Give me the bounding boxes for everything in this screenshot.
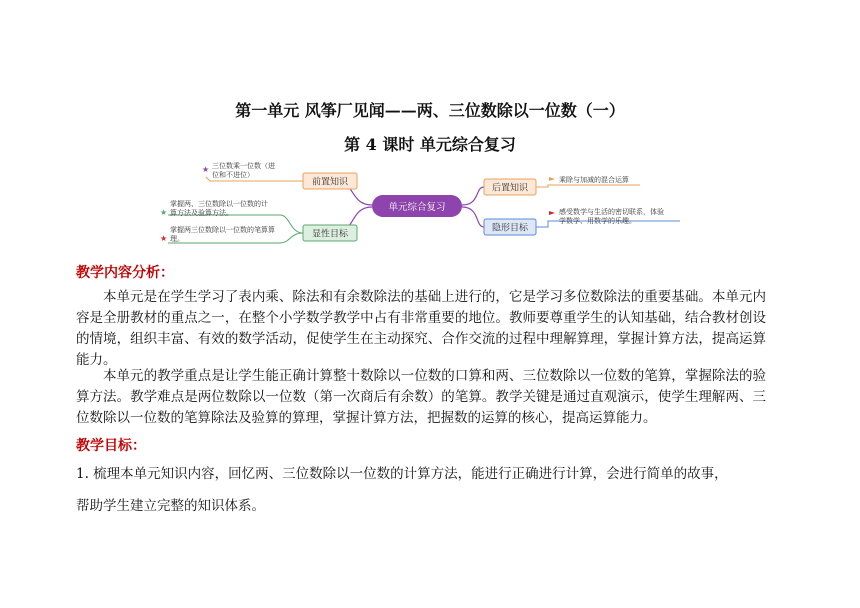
- leaf-prior-knowledge-line1: 三位数乘一位数（进: [212, 162, 275, 170]
- node-prior-knowledge-label: 前置知识: [311, 177, 349, 188]
- connector-right-top-leaf: [536, 185, 640, 187]
- leaf-explicit-goal1-line1: 掌握两、三位数除以一位数的计: [170, 200, 268, 208]
- leaf-implicit-goal-line2: 学数学、用数学的乐趣。: [559, 217, 636, 225]
- node-follow-knowledge-label: 后置知识: [491, 183, 529, 194]
- goals-heading: 教学目标：: [76, 438, 146, 454]
- document-title: 第一单元 风筝厂见闻——两、三位数除以一位数（一）: [235, 101, 625, 120]
- leaf-implicit-goal-line1: 感受数学与生活的密切联系，体验: [559, 208, 664, 216]
- connector-center-right-top: [462, 187, 484, 205]
- analysis-paragraph-1: 本单元是在学生学习了表内乘、除法和有余数除法的基础上进行的，它是学习多位数除法的重要基础。本单元内容是全册教材的重点之一，在整个小学数学教学中占有非常重要的地位。教师要尊重学生的认知基础，结合教材创设的情境，组织丰富、有效的数学活动，促使学生在主动探究、合作交流的过程中理解算理，掌握计算方法，提高运算能力。: [76, 289, 766, 368]
- center-node-label: 单元综合复习: [388, 202, 446, 213]
- node-implicit-goals-label: 隐形目标: [491, 223, 529, 234]
- star-icon: ★: [202, 165, 210, 174]
- connector-center-right-bottom: [462, 207, 484, 227]
- goal-1-line-1: 1. 梳理本单元知识内容，回忆两、三位数除以一位数的计算方法，能进行正确进行计算，会进行简单的故事，: [76, 466, 728, 482]
- mind-map: [150, 155, 680, 250]
- node-explicit-goals-label: 显性目标: [311, 229, 349, 240]
- goal-1-line-2: 帮助学生建立完整的知识体系。: [76, 498, 265, 514]
- leaf-follow-knowledge: 乘除与加减的混合运算: [559, 176, 629, 184]
- analysis-paragraph-2: 本单元的教学重点是让学生能正确计算整十数除以一位数的口算和两、三位数除以一位数的笔算，掌握除法的验算方法。教学难点是两位数除以一位数（第一次商后有余数）的笔算。教学关键是通过直观演示，使学生理解两、三位数除以一位数的笔算除法及验算的算理，掌握计算方法，把握数的运算的核心，提高运算能力。: [76, 368, 766, 426]
- flag-icon: [549, 177, 555, 181]
- flag-icon: [549, 211, 555, 215]
- star-icon: ★: [160, 208, 168, 217]
- lesson-title: 第 4 课时 单元综合复习: [344, 135, 516, 154]
- connector-left-bottom-leaf2: [168, 233, 303, 243]
- leaf-prior-knowledge-line2: 位和不进位）: [212, 171, 254, 179]
- leaf-explicit-goal1-line2: 算方法及验算方法。: [170, 209, 233, 217]
- leaf-explicit-goal2-line1: 掌握两三位数除以一位数的笔算算: [170, 226, 275, 234]
- leaf-explicit-goal2-line2: 理。: [170, 235, 184, 243]
- star-icon: ★: [160, 234, 168, 243]
- analysis-heading: 教学内容分析：: [76, 265, 174, 281]
